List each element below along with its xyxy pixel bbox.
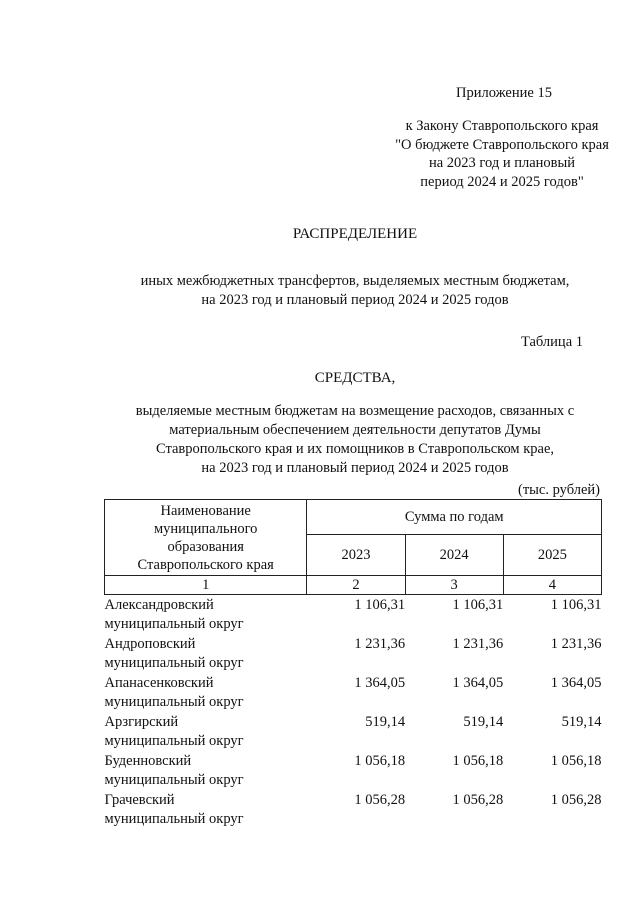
municipality-column-header: [105, 500, 307, 576]
table-row: [105, 751, 602, 790]
table-row: [105, 790, 602, 829]
municipality-name-line: муниципальный округ: [104, 811, 244, 827]
municipality-name: [105, 595, 307, 635]
amount-2024: 1 364,05: [452, 675, 504, 691]
municipality-name-line: Арзгирский: [104, 714, 179, 730]
municipality-name: [105, 712, 307, 751]
law-reference: [370, 117, 634, 191]
distribution-subtitle: [0, 272, 640, 310]
amount-2024: 1 056,18: [452, 753, 504, 769]
municipality-name-line: муниципальный округ: [104, 655, 244, 671]
municipality-name: [105, 673, 307, 712]
table-row: [105, 712, 602, 751]
law-line: "О бюджете Ставропольского края: [395, 136, 609, 153]
funds-line: выделяемые местным бюджетам на возмещение расходов, связанных с: [135, 403, 575, 419]
header-line: образования: [167, 538, 244, 555]
amount-2024: 1 231,36: [452, 636, 504, 652]
municipality-name-line: муниципальный округ: [104, 694, 244, 710]
appendix-label: Приложение 15: [456, 85, 552, 101]
amount-2025: 1 231,36: [550, 636, 602, 652]
amount-2024: 1 056,28: [452, 792, 504, 808]
municipality-name-line: Буденновский: [104, 753, 192, 769]
law-line: на 2023 год и плановый: [428, 155, 576, 171]
funds-title: СРЕДСТВА,: [314, 370, 396, 386]
law-line: период 2024 и 2025 годов": [420, 173, 584, 190]
municipality-name-line: Александровский: [104, 597, 214, 613]
units-label: (тыс. рублей): [518, 482, 600, 498]
municipality-name: [105, 790, 307, 829]
amount-2024: 1 106,31: [452, 597, 504, 613]
distribution-title: РАСПРЕДЕЛЕНИЕ: [292, 226, 418, 242]
amount-2024: 519,14: [463, 714, 504, 730]
budget-table: [104, 499, 602, 829]
municipality-name: [105, 751, 307, 790]
funds-line: Ставропольского края и их помощников в Ставропольском крае,: [155, 441, 555, 457]
law-line: к Закону Ставропольского края: [405, 118, 599, 134]
municipality-name-line: Андроповский: [104, 636, 196, 652]
distribution-line: на 2023 год и плановый период 2024 и 2025 годов: [201, 292, 509, 308]
column-number: 3: [405, 576, 503, 595]
amount-2023: 1 106,31: [354, 597, 406, 613]
amount-2025: 1 056,28: [550, 792, 602, 808]
municipality-name: [105, 634, 307, 673]
funds-subtitle: [0, 402, 640, 478]
amount-2023: 1 364,05: [354, 675, 406, 691]
table-row: [105, 595, 602, 635]
amount-2023: 519,14: [365, 714, 406, 730]
amount-2025: 1 106,31: [550, 597, 602, 613]
header-line: муниципального: [153, 520, 258, 537]
header-line: Ставропольского края: [137, 556, 274, 573]
funds-line: материальным обеспечением деятельности депутатов Думы: [169, 422, 541, 438]
amount-2023: 1 056,28: [354, 792, 406, 808]
header-line: Наименование: [160, 502, 251, 519]
year-header-2025: 2025: [503, 535, 601, 576]
table-number: Таблица 1: [520, 334, 583, 350]
amount-2025: 1 364,05: [550, 675, 602, 691]
column-number: 4: [503, 576, 601, 595]
year-header-2023: 2023: [307, 535, 405, 576]
distribution-line: иных межбюджетных трансфертов, выделяемых местным бюджетам,: [140, 273, 570, 289]
amount-2023: 1 231,36: [354, 636, 406, 652]
funds-line: на 2023 год и плановый период 2024 и 2025 годов: [201, 460, 509, 476]
municipality-name-line: муниципальный округ: [104, 733, 244, 749]
municipality-name-line: муниципальный округ: [104, 772, 244, 788]
amount-2023: 1 056,18: [354, 753, 406, 769]
column-number: 1: [105, 576, 307, 595]
amount-2025: 1 056,18: [550, 753, 602, 769]
column-number: 2: [307, 576, 405, 595]
sum-by-years-header: Сумма по годам: [307, 500, 602, 535]
table-row: [105, 634, 602, 673]
table-row: [105, 673, 602, 712]
municipality-name-line: муниципальный округ: [104, 616, 244, 632]
amount-2025: 519,14: [561, 714, 602, 730]
municipality-name-line: Грачевский: [104, 792, 175, 808]
municipality-name-line: Апанасенковский: [104, 675, 214, 691]
year-header-2024: 2024: [405, 535, 503, 576]
